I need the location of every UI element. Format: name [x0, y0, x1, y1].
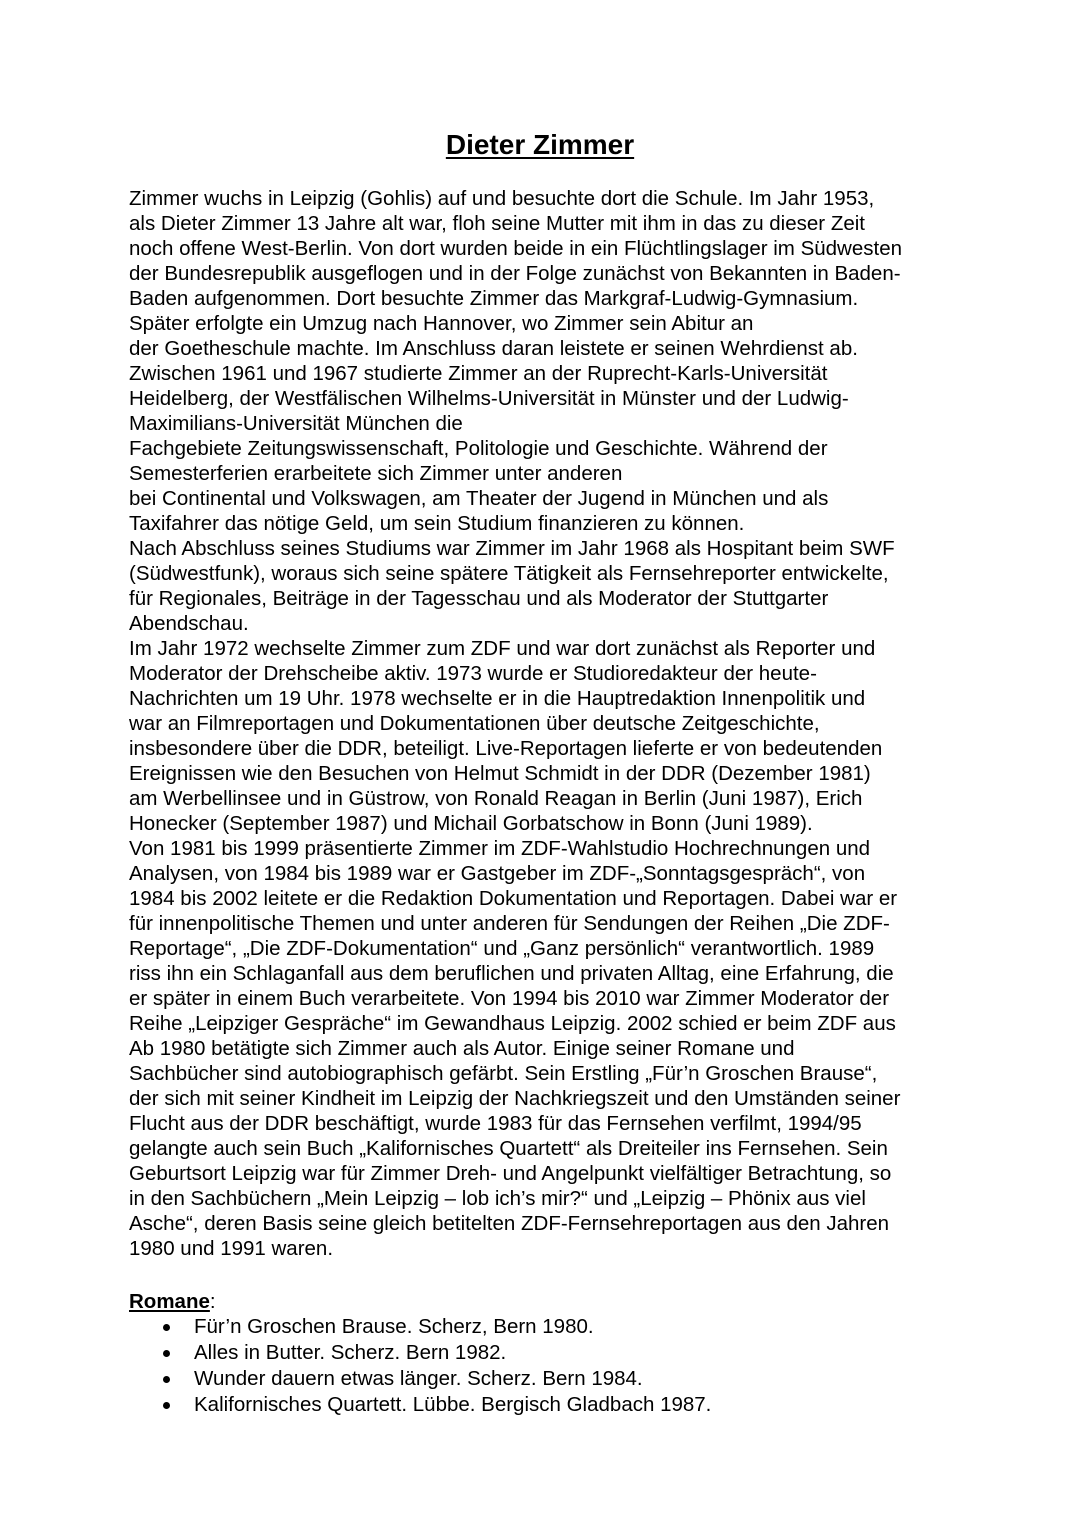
text-line: Taxifahrer das nötige Geld, um sein Studium finanzieren zu können. [129, 512, 745, 535]
biography-text [129, 186, 1009, 1261]
text-line: Im Jahr 1972 wechselte Zimmer zum ZDF und war dort zunächst als Reporter und [129, 637, 876, 660]
romane-heading [129, 1289, 216, 1314]
text-line: der Goetheschule machte. Im Anschluss daran leistete er seinen Wehrdienst ab. [129, 337, 858, 360]
text-line: insbesondere über die DDR, beteiligt. Live-Reportagen lieferte er von bedeutenden [129, 737, 883, 760]
text-line: bei Continental und Volkswagen, am Theater der Jugend in München und als [129, 487, 829, 510]
text-line: Baden aufgenommen. Dort besuchte Zimmer das Markgraf-Ludwig-Gymnasium. [129, 287, 859, 310]
text-line: Geburtsort Leipzig war für Zimmer Dreh- und Angelpunkt vielfältiger Betrachtung, so [129, 1162, 892, 1185]
text-line: war an Filmreportagen und Dokumentationen über deutsche Zeitgeschichte, [129, 712, 820, 735]
bullet-icon [163, 1402, 170, 1409]
text-line: Zwischen 1961 und 1967 studierte Zimmer an der Ruprecht-Karls-Universität [129, 362, 828, 385]
text-line: als Dieter Zimmer 13 Jahre alt war, floh seine Mutter mit ihm in das zu dieser Zeit [129, 212, 865, 235]
romane-heading-colon: : [209, 1290, 216, 1313]
text-line: Flucht aus der DDR beschäftigt, wurde 1983 für das Fernsehen verfilmt, 1994/95 [129, 1112, 862, 1135]
text-line: 1980 und 1991 waren. [129, 1237, 334, 1260]
list-item-text: Kalifornisches Quartett. Lübbe. Bergisch Gladbach 1987. [194, 1393, 712, 1416]
text-line: der Bundesrepublik ausgeflogen und in der Folge zunächst von Bekannten in Baden- [129, 262, 901, 285]
text-line: Heidelberg, der Westfälischen Wilhelms-Universität in Münster und der Ludwig- [129, 387, 849, 410]
bullet-icon [163, 1324, 170, 1331]
text-line: Honecker (September 1987) und Michail Gorbatschow in Bonn (Juni 1989). [129, 812, 813, 835]
text-line: gelangte auch sein Buch „Kalifornisches Quartett“ als Dreiteiler ins Fernsehen. Sein [129, 1137, 888, 1160]
text-line: in den Sachbüchern „Mein Leipzig – lob ich’s mir?“ und „Leipzig – Phönix aus viel [129, 1187, 866, 1210]
text-line: am Werbellinsee und in Güstrow, von Ronald Reagan in Berlin (Juni 1987), Erich [129, 787, 863, 810]
romane-heading-label: Romane [129, 1290, 210, 1313]
text-line: Ab 1980 betätigte sich Zimmer auch als Autor. Einige seiner Romane und [129, 1037, 795, 1060]
list-item-text: Alles in Butter. Scherz. Bern 1982. [194, 1341, 507, 1364]
text-line: Reportage“, „Die ZDF-Dokumentation“ und „Ganz persönlich“ verantwortlich. 1989 [129, 937, 875, 960]
text-line: riss ihn ein Schlaganfall aus dem beruflichen und privaten Alltag, eine Erfahrung, die [129, 962, 894, 985]
list-item-text: Wunder dauern etwas länger. Scherz. Bern 1984. [194, 1367, 643, 1390]
text-line: Maximilians-Universität München die [129, 412, 463, 435]
text-line: Von 1981 bis 1999 präsentierte Zimmer im ZDF-Wahlstudio Hochrechnungen und [129, 837, 871, 860]
list-item [160, 1340, 711, 1366]
text-line: Zimmer wuchs in Leipzig (Gohlis) auf und besuchte dort die Schule. Im Jahr 1953, [129, 187, 875, 210]
text-line: (Südwestfunk), woraus sich seine spätere Tätigkeit als Fernsehreporter entwickelte, [129, 562, 889, 585]
list-item [160, 1366, 711, 1392]
text-line: Nach Abschluss seines Studiums war Zimmer im Jahr 1968 als Hospitant beim SWF [129, 537, 895, 560]
document-title: Dieter Zimmer [445, 129, 635, 160]
romane-list [160, 1314, 711, 1418]
text-line: Semesterferien erarbeitete sich Zimmer unter anderen [129, 462, 623, 485]
bullet-icon [163, 1376, 170, 1383]
list-item-text: Für’n Groschen Brause. Scherz, Bern 1980. [194, 1315, 594, 1338]
text-line: Moderator der Drehscheibe aktiv. 1973 wurde er Studioredakteur der heute- [129, 662, 817, 685]
text-line: 1984 bis 2002 leitete er die Redaktion Dokumentation und Reportagen. Dabei war er [129, 887, 898, 910]
list-item [160, 1392, 711, 1418]
text-line: Asche“, deren Basis seine gleich betitelten ZDF-Fernsehreportagen aus den Jahren [129, 1212, 890, 1235]
text-line: Fachgebiete Zeitungswissenschaft, Politologie und Geschichte. Während der [129, 437, 828, 460]
text-line: er später in einem Buch verarbeitete. Von 1994 bis 2010 war Zimmer Moderator der [129, 987, 890, 1010]
text-line: Reihe „Leipziger Gespräche“ im Gewandhaus Leipzig. 2002 schied er beim ZDF aus [129, 1012, 896, 1035]
bullet-icon [163, 1350, 170, 1357]
text-line: für innenpolitische Themen und unter anderen für Sendungen der Reihen „Die ZDF- [129, 912, 890, 935]
text-line: Später erfolgte ein Umzug nach Hannover, wo Zimmer sein Abitur an [129, 312, 754, 335]
text-line: noch offene West-Berlin. Von dort wurden beide in ein Flüchtlingslager im Südwesten [129, 237, 902, 260]
text-line: Analysen, von 1984 bis 1989 war er Gastgeber im ZDF-„Sonntagsgespräch“, von [129, 862, 866, 885]
text-line: Abendschau. [129, 612, 249, 635]
text-line: Nachrichten um 19 Uhr. 1978 wechselte er in die Hauptredaktion Innenpolitik und [129, 687, 866, 710]
text-line: der sich mit seiner Kindheit im Leipzig der Nachkriegszeit und den Umständen seiner [129, 1087, 901, 1110]
text-line: Ereignissen wie den Besuchen von Helmut Schmidt in der DDR (Dezember 1981) [129, 762, 871, 785]
list-item [160, 1314, 711, 1340]
text-line: für Regionales, Beiträge in der Tagesschau und als Moderator der Stuttgarter [129, 587, 829, 610]
text-line: Sachbücher sind autobiographisch gefärbt. Sein Erstling „Für’n Groschen Brause“, [129, 1062, 878, 1085]
